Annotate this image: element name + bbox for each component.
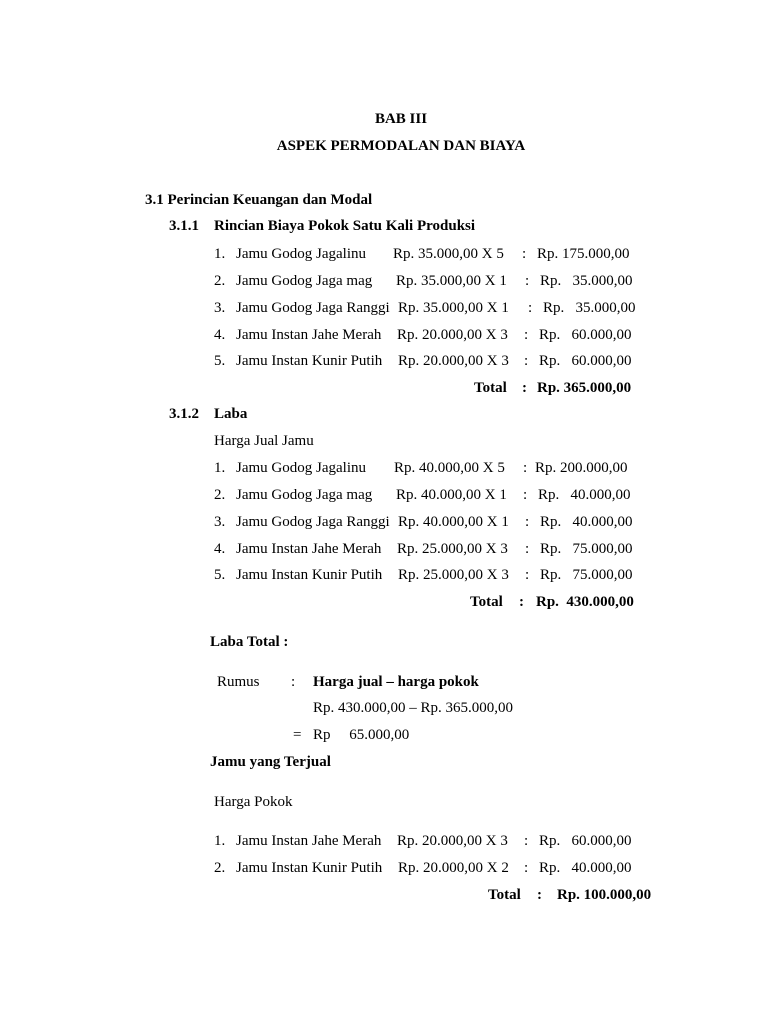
- list-item-price: Rp. 40.000,00 X 1: [398, 514, 509, 530]
- total-value: Rp. 365.000,00: [537, 380, 632, 396]
- total-colon: :: [522, 380, 527, 396]
- list-item-price: Rp. 20.000,00 X 3: [397, 327, 508, 343]
- list-item-name: Jamu Instan Jahe Merah: [236, 327, 382, 343]
- list-item-price: Rp. 35.000,00 X 1: [396, 273, 507, 289]
- list-subheading: Harga Pokok: [214, 794, 293, 810]
- list-item-price: Rp. 20.000,00 X 3: [398, 353, 509, 369]
- list-number: 1.: [214, 833, 226, 849]
- list-item-colon: :: [525, 273, 530, 289]
- total-label: Total: [470, 594, 503, 610]
- list-item-price: Rp. 25.000,00 X 3: [397, 541, 508, 557]
- list-item-total: Rp. 35.000,00: [540, 273, 633, 289]
- list-item-colon: :: [528, 300, 533, 316]
- list-item-colon: :: [524, 860, 529, 876]
- total-colon: :: [519, 594, 524, 610]
- list-item-price: Rp. 25.000,00 X 3: [398, 567, 509, 583]
- section-heading: 3.1 Perincian Keuangan dan Modal: [145, 192, 373, 208]
- formula-calculation: Rp. 430.000,00 – Rp. 365.000,00: [313, 700, 514, 716]
- list-item-price: Rp. 40.000,00 X 5: [394, 460, 505, 476]
- list-number: 5.: [214, 567, 226, 583]
- subsection-number: 3.1.1: [169, 218, 199, 234]
- list-number: 5.: [214, 353, 226, 369]
- list-item-name: Jamu Instan Jahe Merah: [236, 541, 382, 557]
- subsection-heading: Rincian Biaya Pokok Satu Kali Produksi: [214, 218, 476, 234]
- laba-total-heading: Laba Total :: [210, 634, 289, 650]
- list-item-name: Jamu Godog Jagalinu: [236, 246, 366, 262]
- formula-text: Harga jual – harga pokok: [313, 674, 479, 690]
- list-number: 2.: [214, 487, 226, 503]
- list-number: 1.: [214, 246, 226, 262]
- list-number: 4.: [214, 541, 226, 557]
- list-item-total: Rp. 175.000,00: [537, 246, 630, 262]
- total-colon: :: [537, 887, 542, 903]
- list-number: 2.: [214, 273, 226, 289]
- formula-result: Rp 65.000,00: [313, 727, 410, 743]
- list-item-total: Rp. 40.000,00: [539, 860, 632, 876]
- subsection-number: 3.1.2: [169, 406, 199, 422]
- list-item-price: Rp. 35.000,00 X 1: [398, 300, 509, 316]
- list-item-total: Rp. 60.000,00: [539, 833, 632, 849]
- equals-sign: =: [293, 727, 302, 743]
- list-item-total: Rp. 35.000,00: [543, 300, 636, 316]
- total-label: Total: [488, 887, 521, 903]
- subsection-heading: Laba: [214, 406, 248, 422]
- total-value: Rp. 430.000,00: [536, 594, 634, 610]
- list-subheading: Harga Jual Jamu: [214, 433, 314, 449]
- list-item-colon: :: [524, 833, 529, 849]
- list-number: 4.: [214, 327, 226, 343]
- list-item-total: Rp. 75.000,00: [540, 567, 633, 583]
- list-number: 3.: [214, 514, 226, 530]
- chapter-title: ASPEK PERMODALAN DAN BIAYA: [276, 138, 526, 154]
- list-item-colon: :: [522, 246, 527, 262]
- list-item-name: Jamu Instan Kunir Putih: [236, 353, 383, 369]
- list-item-total: Rp. 75.000,00: [540, 541, 633, 557]
- formula-colon: :: [291, 674, 296, 690]
- list-item-colon: :: [523, 460, 528, 476]
- total-value: Rp. 100.000,00: [557, 887, 652, 903]
- list-item-total: Rp. 60.000,00: [539, 353, 632, 369]
- list-item-name: Jamu Instan Kunir Putih: [236, 567, 383, 583]
- list-number: 3.: [214, 300, 226, 316]
- list-item-colon: :: [524, 327, 529, 343]
- list-item-name: Jamu Godog Jaga Ranggi: [236, 300, 390, 316]
- list-number: 1.: [214, 460, 226, 476]
- list-item-total: Rp. 40.000,00: [540, 514, 633, 530]
- list-item-total: Rp. 40.000,00: [538, 487, 631, 503]
- list-item-name: Jamu Godog Jagalinu: [236, 460, 366, 476]
- formula-label: Rumus: [217, 674, 260, 690]
- list-item-total: Rp. 200.000,00: [535, 460, 628, 476]
- list-item-colon: :: [525, 514, 530, 530]
- list-item-name: Jamu Instan Kunir Putih: [236, 860, 383, 876]
- list-item-name: Jamu Godog Jaga Ranggi: [236, 514, 390, 530]
- list-item-name: Jamu Godog Jaga mag: [236, 273, 373, 289]
- total-label: Total: [474, 380, 507, 396]
- list-item-price: Rp. 20.000,00 X 2: [398, 860, 509, 876]
- list-item-colon: :: [524, 353, 529, 369]
- list-item-colon: :: [525, 541, 530, 557]
- list-item-colon: :: [525, 567, 530, 583]
- list-number: 2.: [214, 860, 226, 876]
- list-item-name: Jamu Godog Jaga mag: [236, 487, 373, 503]
- chapter-heading: BAB III: [374, 111, 428, 127]
- list-item-price: Rp. 40.000,00 X 1: [396, 487, 507, 503]
- list-item-price: Rp. 20.000,00 X 3: [397, 833, 508, 849]
- list-item-colon: :: [523, 487, 528, 503]
- list-item-total: Rp. 60.000,00: [539, 327, 632, 343]
- list-item-name: Jamu Instan Jahe Merah: [236, 833, 382, 849]
- sold-heading: Jamu yang Terjual: [210, 754, 331, 770]
- list-item-price: Rp. 35.000,00 X 5: [393, 246, 504, 262]
